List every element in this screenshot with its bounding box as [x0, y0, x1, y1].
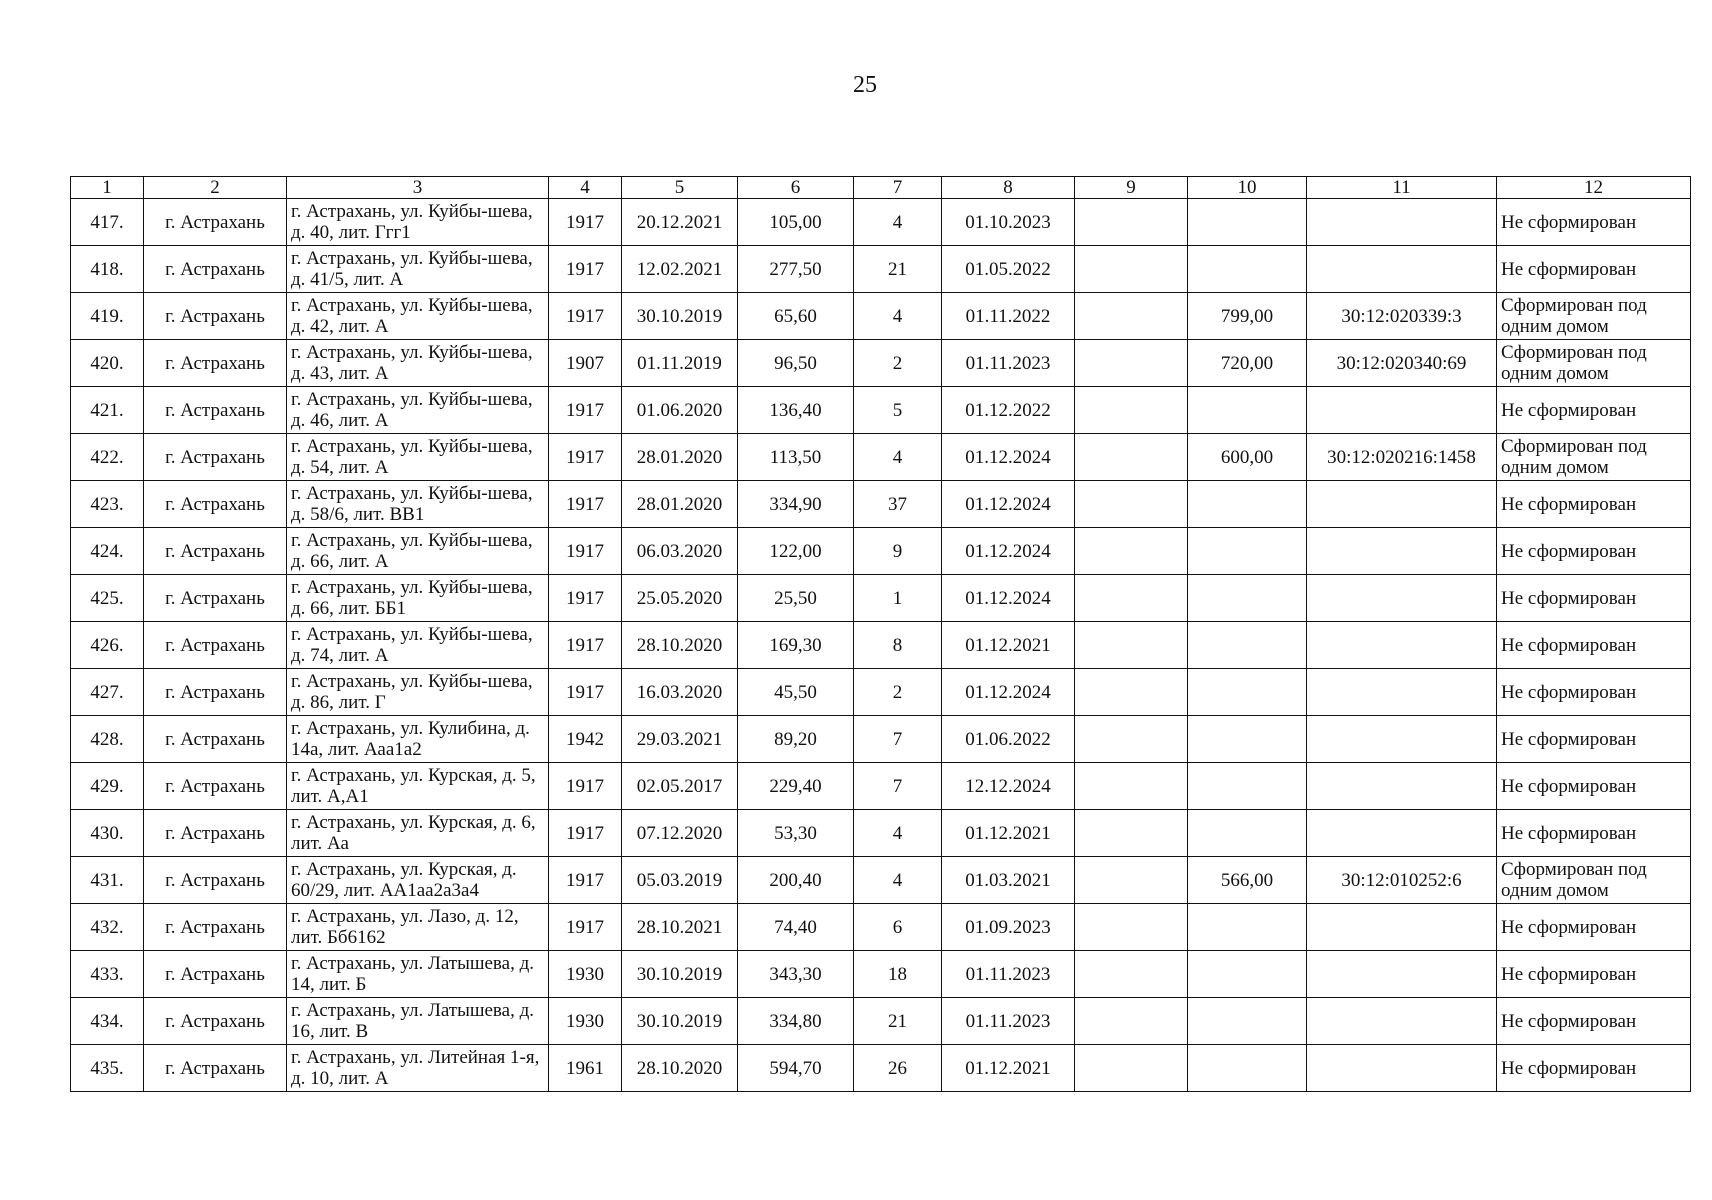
cadastral-number-cell: 30:12:020340:69: [1307, 340, 1497, 387]
row-number: 419.: [71, 293, 144, 340]
cadastral-number-cell: [1307, 716, 1497, 763]
residents-count-cell: 2: [854, 669, 942, 716]
residents-count-cell: 1: [854, 575, 942, 622]
land-area-cell: 720,00: [1188, 340, 1307, 387]
column-9-cell: [1075, 481, 1188, 528]
residents-count-cell: 9: [854, 528, 942, 575]
land-status-cell: Сформирован под одним домом: [1497, 293, 1691, 340]
recognition-date-cell: 28.10.2021: [622, 904, 738, 951]
city-cell: г. Астрахань: [144, 763, 287, 810]
year-built-cell: 1917: [549, 763, 622, 810]
land-area-cell: [1188, 810, 1307, 857]
row-number: 429.: [71, 763, 144, 810]
table-row: [71, 293, 1691, 340]
residents-count-cell: 26: [854, 1045, 942, 1092]
land-status-cell: Не сформирован: [1497, 481, 1691, 528]
land-area-cell: [1188, 528, 1307, 575]
recognition-date-cell: 28.10.2020: [622, 622, 738, 669]
address-cell: г. Астрахань, ул. Лазо, д. 12, лит. Бб6162: [287, 904, 549, 951]
area-cell: 45,50: [738, 669, 854, 716]
column-header-9: 9: [1075, 177, 1188, 199]
recognition-date-cell: 30.10.2019: [622, 951, 738, 998]
year-built-cell: 1930: [549, 951, 622, 998]
residents-count-cell: 4: [854, 434, 942, 481]
table-header: [71, 177, 1691, 199]
recognition-date-cell: 12.02.2021: [622, 246, 738, 293]
area-cell: 594,70: [738, 1045, 854, 1092]
land-status-cell: Сформирован под одним домом: [1497, 857, 1691, 904]
address-cell: г. Астрахань, ул. Куйбы-шева, д. 46, лит. А: [287, 387, 549, 434]
area-cell: 334,80: [738, 998, 854, 1045]
column-9-cell: [1075, 622, 1188, 669]
table-row: [71, 434, 1691, 481]
year-built-cell: 1917: [549, 857, 622, 904]
address-cell: г. Астрахань, ул. Латышева, д. 16, лит. В: [287, 998, 549, 1045]
residents-count-cell: 7: [854, 716, 942, 763]
area-cell: 53,30: [738, 810, 854, 857]
cadastral-number-cell: [1307, 763, 1497, 810]
planned-date-cell: 01.12.2022: [942, 387, 1075, 434]
land-area-cell: [1188, 622, 1307, 669]
address-cell: г. Астрахань, ул. Куйбы-шева, д. 43, лит. А: [287, 340, 549, 387]
recognition-date-cell: 25.05.2020: [622, 575, 738, 622]
address-cell: г. Астрахань, ул. Литейная 1-я, д. 10, лит. А: [287, 1045, 549, 1092]
land-area-cell: [1188, 199, 1307, 246]
land-status-cell: Не сформирован: [1497, 622, 1691, 669]
area-cell: 277,50: [738, 246, 854, 293]
land-status-cell: Не сформирован: [1497, 575, 1691, 622]
land-area-cell: 600,00: [1188, 434, 1307, 481]
planned-date-cell: 01.10.2023: [942, 199, 1075, 246]
planned-date-cell: 01.09.2023: [942, 904, 1075, 951]
row-number: 432.: [71, 904, 144, 951]
column-9-cell: [1075, 340, 1188, 387]
table-row: [71, 716, 1691, 763]
land-area-cell: [1188, 763, 1307, 810]
city-cell: г. Астрахань: [144, 669, 287, 716]
year-built-cell: 1917: [549, 387, 622, 434]
address-cell: г. Астрахань, ул. Куйбы-шева, д. 58/6, лит. ВВ1: [287, 481, 549, 528]
cadastral-number-cell: [1307, 575, 1497, 622]
cadastral-number-cell: [1307, 669, 1497, 716]
table-row: [71, 246, 1691, 293]
year-built-cell: 1917: [549, 575, 622, 622]
column-9-cell: [1075, 246, 1188, 293]
row-number: 425.: [71, 575, 144, 622]
cadastral-number-cell: [1307, 528, 1497, 575]
planned-date-cell: 01.06.2022: [942, 716, 1075, 763]
column-9-cell: [1075, 904, 1188, 951]
residents-count-cell: 4: [854, 810, 942, 857]
column-9-cell: [1075, 575, 1188, 622]
city-cell: г. Астрахань: [144, 716, 287, 763]
column-9-cell: [1075, 763, 1188, 810]
address-cell: г. Астрахань, ул. Курская, д. 6, лит. Аа: [287, 810, 549, 857]
area-cell: 343,30: [738, 951, 854, 998]
address-cell: г. Астрахань, ул. Куйбы-шева, д. 54, лит. А: [287, 434, 549, 481]
page-number: 25: [853, 72, 877, 98]
city-cell: г. Астрахань: [144, 246, 287, 293]
table-row: [71, 763, 1691, 810]
area-cell: 96,50: [738, 340, 854, 387]
recognition-date-cell: 02.05.2017: [622, 763, 738, 810]
recognition-date-cell: 06.03.2020: [622, 528, 738, 575]
land-status-cell: Не сформирован: [1497, 951, 1691, 998]
year-built-cell: 1917: [549, 481, 622, 528]
column-header-6: 6: [738, 177, 854, 199]
column-9-cell: [1075, 434, 1188, 481]
cadastral-number-cell: 30:12:020216:1458: [1307, 434, 1497, 481]
residents-count-cell: 4: [854, 293, 942, 340]
column-9-cell: [1075, 951, 1188, 998]
year-built-cell: 1917: [549, 199, 622, 246]
address-cell: г. Астрахань, ул. Куйбы-шева, д. 42, лит. А: [287, 293, 549, 340]
address-cell: г. Астрахань, ул. Латышева, д. 14, лит. Б: [287, 951, 549, 998]
table-row: [71, 998, 1691, 1045]
residents-count-cell: 4: [854, 199, 942, 246]
land-status-cell: Не сформирован: [1497, 528, 1691, 575]
residents-count-cell: 21: [854, 246, 942, 293]
year-built-cell: 1917: [549, 622, 622, 669]
recognition-date-cell: 01.06.2020: [622, 387, 738, 434]
land-status-cell: Сформирован под одним домом: [1497, 340, 1691, 387]
area-cell: 113,50: [738, 434, 854, 481]
cadastral-number-cell: [1307, 951, 1497, 998]
table-row: [71, 951, 1691, 998]
recognition-date-cell: 28.10.2020: [622, 1045, 738, 1092]
city-cell: г. Астрахань: [144, 904, 287, 951]
cadastral-number-cell: [1307, 246, 1497, 293]
cadastral-number-cell: [1307, 810, 1497, 857]
year-built-cell: 1917: [549, 246, 622, 293]
table-body: [71, 199, 1691, 1092]
land-area-cell: [1188, 669, 1307, 716]
column-header-10: 10: [1188, 177, 1307, 199]
city-cell: г. Астрахань: [144, 1045, 287, 1092]
land-area-cell: [1188, 1045, 1307, 1092]
area-cell: 74,40: [738, 904, 854, 951]
land-area-cell: [1188, 716, 1307, 763]
column-header-2: 2: [144, 177, 287, 199]
column-9-cell: [1075, 528, 1188, 575]
column-header-3: 3: [287, 177, 549, 199]
row-number: 421.: [71, 387, 144, 434]
planned-date-cell: 01.12.2021: [942, 810, 1075, 857]
city-cell: г. Астрахань: [144, 481, 287, 528]
city-cell: г. Астрахань: [144, 951, 287, 998]
land-status-cell: Не сформирован: [1497, 904, 1691, 951]
address-cell: г. Астрахань, ул. Куйбы-шева, д. 41/5, лит. А: [287, 246, 549, 293]
residents-count-cell: 8: [854, 622, 942, 669]
city-cell: г. Астрахань: [144, 199, 287, 246]
land-status-cell: Не сформирован: [1497, 387, 1691, 434]
planned-date-cell: 01.12.2024: [942, 669, 1075, 716]
planned-date-cell: 01.11.2023: [942, 340, 1075, 387]
planned-date-cell: 01.12.2024: [942, 481, 1075, 528]
column-9-cell: [1075, 998, 1188, 1045]
column-9-cell: [1075, 293, 1188, 340]
recognition-date-cell: 05.03.2019: [622, 857, 738, 904]
land-status-cell: Не сформирован: [1497, 810, 1691, 857]
area-cell: 25,50: [738, 575, 854, 622]
table-row: [71, 810, 1691, 857]
column-9-cell: [1075, 857, 1188, 904]
row-number: 427.: [71, 669, 144, 716]
year-built-cell: 1917: [549, 434, 622, 481]
land-status-cell: Сформирован под одним домом: [1497, 434, 1691, 481]
row-number: 426.: [71, 622, 144, 669]
year-built-cell: 1942: [549, 716, 622, 763]
year-built-cell: 1917: [549, 904, 622, 951]
year-built-cell: 1917: [549, 528, 622, 575]
area-cell: 122,00: [738, 528, 854, 575]
column-header-11: 11: [1307, 177, 1497, 199]
planned-date-cell: 01.11.2022: [942, 293, 1075, 340]
column-9-cell: [1075, 810, 1188, 857]
table-row: [71, 528, 1691, 575]
cadastral-number-cell: [1307, 387, 1497, 434]
year-built-cell: 1917: [549, 810, 622, 857]
column-header-8: 8: [942, 177, 1075, 199]
planned-date-cell: 01.03.2021: [942, 857, 1075, 904]
area-cell: 334,90: [738, 481, 854, 528]
year-built-cell: 1961: [549, 1045, 622, 1092]
cadastral-number-cell: [1307, 904, 1497, 951]
row-number: 418.: [71, 246, 144, 293]
row-number: 431.: [71, 857, 144, 904]
land-status-cell: Не сформирован: [1497, 716, 1691, 763]
cadastral-number-cell: [1307, 481, 1497, 528]
column-9-cell: [1075, 716, 1188, 763]
city-cell: г. Астрахань: [144, 575, 287, 622]
recognition-date-cell: 30.10.2019: [622, 998, 738, 1045]
residents-count-cell: 5: [854, 387, 942, 434]
city-cell: г. Астрахань: [144, 622, 287, 669]
area-cell: 136,40: [738, 387, 854, 434]
column-9-cell: [1075, 199, 1188, 246]
residents-count-cell: 18: [854, 951, 942, 998]
planned-date-cell: 12.12.2024: [942, 763, 1075, 810]
land-status-cell: Не сформирован: [1497, 246, 1691, 293]
row-number: 422.: [71, 434, 144, 481]
area-cell: 65,60: [738, 293, 854, 340]
row-number: 430.: [71, 810, 144, 857]
column-9-cell: [1075, 387, 1188, 434]
table-row: [71, 669, 1691, 716]
land-area-cell: [1188, 951, 1307, 998]
city-cell: г. Астрахань: [144, 387, 287, 434]
row-number: 435.: [71, 1045, 144, 1092]
area-cell: 89,20: [738, 716, 854, 763]
address-cell: г. Астрахань, ул. Куйбы-шева, д. 66, лит. ББ1: [287, 575, 549, 622]
city-cell: г. Астрахань: [144, 528, 287, 575]
city-cell: г. Астрахань: [144, 340, 287, 387]
land-status-cell: Не сформирован: [1497, 763, 1691, 810]
city-cell: г. Астрахань: [144, 998, 287, 1045]
residents-count-cell: 2: [854, 340, 942, 387]
row-number: 428.: [71, 716, 144, 763]
cadastral-number-cell: [1307, 1045, 1497, 1092]
column-header-1: 1: [71, 177, 144, 199]
column-header-4: 4: [549, 177, 622, 199]
column-header-7: 7: [854, 177, 942, 199]
address-cell: г. Астрахань, ул. Курская, д. 60/29, лит. АА1аа2а3а4: [287, 857, 549, 904]
row-number: 420.: [71, 340, 144, 387]
row-number: 424.: [71, 528, 144, 575]
area-cell: 169,30: [738, 622, 854, 669]
residents-count-cell: 21: [854, 998, 942, 1045]
address-cell: г. Астрахань, ул. Кулибина, д. 14а, лит. Ааа1а2: [287, 716, 549, 763]
land-area-cell: 799,00: [1188, 293, 1307, 340]
column-header-5: 5: [622, 177, 738, 199]
cadastral-number-cell: [1307, 998, 1497, 1045]
recognition-date-cell: 30.10.2019: [622, 293, 738, 340]
row-number: 417.: [71, 199, 144, 246]
planned-date-cell: 01.12.2024: [942, 575, 1075, 622]
recognition-date-cell: 07.12.2020: [622, 810, 738, 857]
address-cell: г. Астрахань, ул. Куйбы-шева, д. 74, лит. А: [287, 622, 549, 669]
land-area-cell: [1188, 246, 1307, 293]
address-cell: г. Астрахань, ул. Куйбы-шева, д. 66, лит. А: [287, 528, 549, 575]
recognition-date-cell: 16.03.2020: [622, 669, 738, 716]
row-number: 433.: [71, 951, 144, 998]
planned-date-cell: 01.12.2024: [942, 434, 1075, 481]
table-row: [71, 199, 1691, 246]
recognition-date-cell: 01.11.2019: [622, 340, 738, 387]
residents-count-cell: 6: [854, 904, 942, 951]
planned-date-cell: 01.11.2023: [942, 998, 1075, 1045]
recognition-date-cell: 28.01.2020: [622, 434, 738, 481]
land-area-cell: [1188, 904, 1307, 951]
cadastral-number-cell: [1307, 622, 1497, 669]
residents-count-cell: 4: [854, 857, 942, 904]
year-built-cell: 1917: [549, 293, 622, 340]
city-cell: г. Астрахань: [144, 857, 287, 904]
table-row: [71, 340, 1691, 387]
column-9-cell: [1075, 1045, 1188, 1092]
column-number-row: [71, 177, 1691, 199]
address-cell: г. Астрахань, ул. Курская, д. 5, лит. А,А1: [287, 763, 549, 810]
city-cell: г. Астрахань: [144, 810, 287, 857]
housing-registry-table: [70, 176, 1691, 1092]
cadastral-number-cell: 30:12:010252:6: [1307, 857, 1497, 904]
land-area-cell: 566,00: [1188, 857, 1307, 904]
land-area-cell: [1188, 998, 1307, 1045]
land-area-cell: [1188, 575, 1307, 622]
land-area-cell: [1188, 387, 1307, 434]
land-status-cell: Не сформирован: [1497, 669, 1691, 716]
year-built-cell: 1917: [549, 669, 622, 716]
recognition-date-cell: 20.12.2021: [622, 199, 738, 246]
city-cell: г. Астрахань: [144, 293, 287, 340]
cadastral-number-cell: 30:12:020339:3: [1307, 293, 1497, 340]
table-row: [71, 575, 1691, 622]
land-status-cell: Не сформирован: [1497, 199, 1691, 246]
year-built-cell: 1907: [549, 340, 622, 387]
table-row: [71, 857, 1691, 904]
area-cell: 229,40: [738, 763, 854, 810]
address-cell: г. Астрахань, ул. Куйбы-шева, д. 40, лит. Ггг1: [287, 199, 549, 246]
row-number: 434.: [71, 998, 144, 1045]
area-cell: 105,00: [738, 199, 854, 246]
address-cell: г. Астрахань, ул. Куйбы-шева, д. 86, лит. Г: [287, 669, 549, 716]
table-row: [71, 622, 1691, 669]
year-built-cell: 1930: [549, 998, 622, 1045]
table-row: [71, 904, 1691, 951]
land-status-cell: Не сформирован: [1497, 1045, 1691, 1092]
planned-date-cell: 01.12.2024: [942, 528, 1075, 575]
recognition-date-cell: 29.03.2021: [622, 716, 738, 763]
planned-date-cell: 01.05.2022: [942, 246, 1075, 293]
planned-date-cell: 01.12.2021: [942, 1045, 1075, 1092]
table-row: [71, 481, 1691, 528]
column-9-cell: [1075, 669, 1188, 716]
area-cell: 200,40: [738, 857, 854, 904]
land-area-cell: [1188, 481, 1307, 528]
column-header-12: 12: [1497, 177, 1691, 199]
table-row: [71, 1045, 1691, 1092]
row-number: 423.: [71, 481, 144, 528]
residents-count-cell: 7: [854, 763, 942, 810]
recognition-date-cell: 28.01.2020: [622, 481, 738, 528]
residents-count-cell: 37: [854, 481, 942, 528]
land-status-cell: Не сформирован: [1497, 998, 1691, 1045]
cadastral-number-cell: [1307, 199, 1497, 246]
planned-date-cell: 01.12.2021: [942, 622, 1075, 669]
city-cell: г. Астрахань: [144, 434, 287, 481]
planned-date-cell: 01.11.2023: [942, 951, 1075, 998]
table-row: [71, 387, 1691, 434]
